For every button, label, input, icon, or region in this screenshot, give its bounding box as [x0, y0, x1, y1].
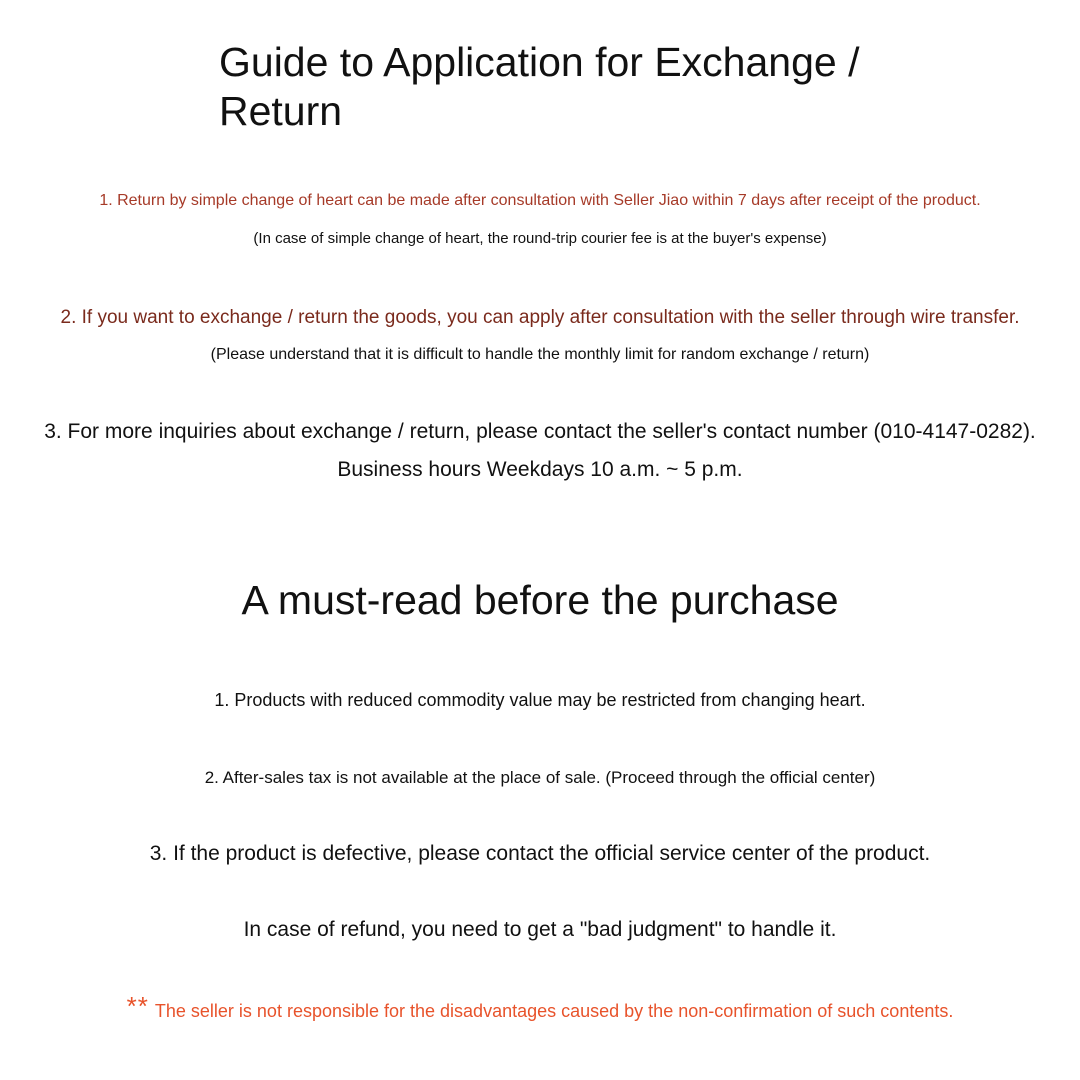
exchange-item-3: 3. For more inquiries about exchange / return, please contact the seller's contact number (010-4147-0282).	[44, 420, 1036, 443]
refund-note: In case of refund, you need to get a "bad judgment" to handle it.	[243, 918, 837, 941]
exchange-item-2-note: (Please understand that it is difficult to handle the monthly limit for random exchange / return)	[210, 346, 870, 363]
exchange-item-2: 2. If you want to exchange / return the goods, you can apply after consultation with the seller through wire transfer.	[60, 307, 1020, 328]
disclaimer-text: The seller is not responsible for the disadvantages caused by the non-confirmation of such contents.	[154, 1001, 954, 1021]
must-read-item-3: 3. If the product is defective, please contact the official service center of the product.	[149, 842, 931, 865]
must-read-item-2: 2. After-sales tax is not available at the place of sale. (Proceed through the official center)	[204, 768, 876, 787]
warning-asterisks: **	[126, 991, 149, 1021]
exchange-item-1: 1. Return by simple change of heart can be made after consultation with Seller Jiao within 7 days after receipt of the product.	[99, 192, 981, 209]
seller-disclaimer	[0, 992, 1080, 1025]
exchange-item-1-note: (In case of simple change of heart, the round-trip courier fee is at the buyer's expense)	[253, 230, 827, 247]
business-hours: Business hours Weekdays 10 a.m. ~ 5 p.m.	[337, 458, 743, 481]
must-read-title: A must-read before the purchase	[241, 577, 839, 623]
exchange-guide-title: Guide to Application for Exchange / Return	[219, 39, 860, 134]
must-read-item-1: 1. Products with reduced commodity value may be restricted from changing heart.	[214, 690, 866, 710]
